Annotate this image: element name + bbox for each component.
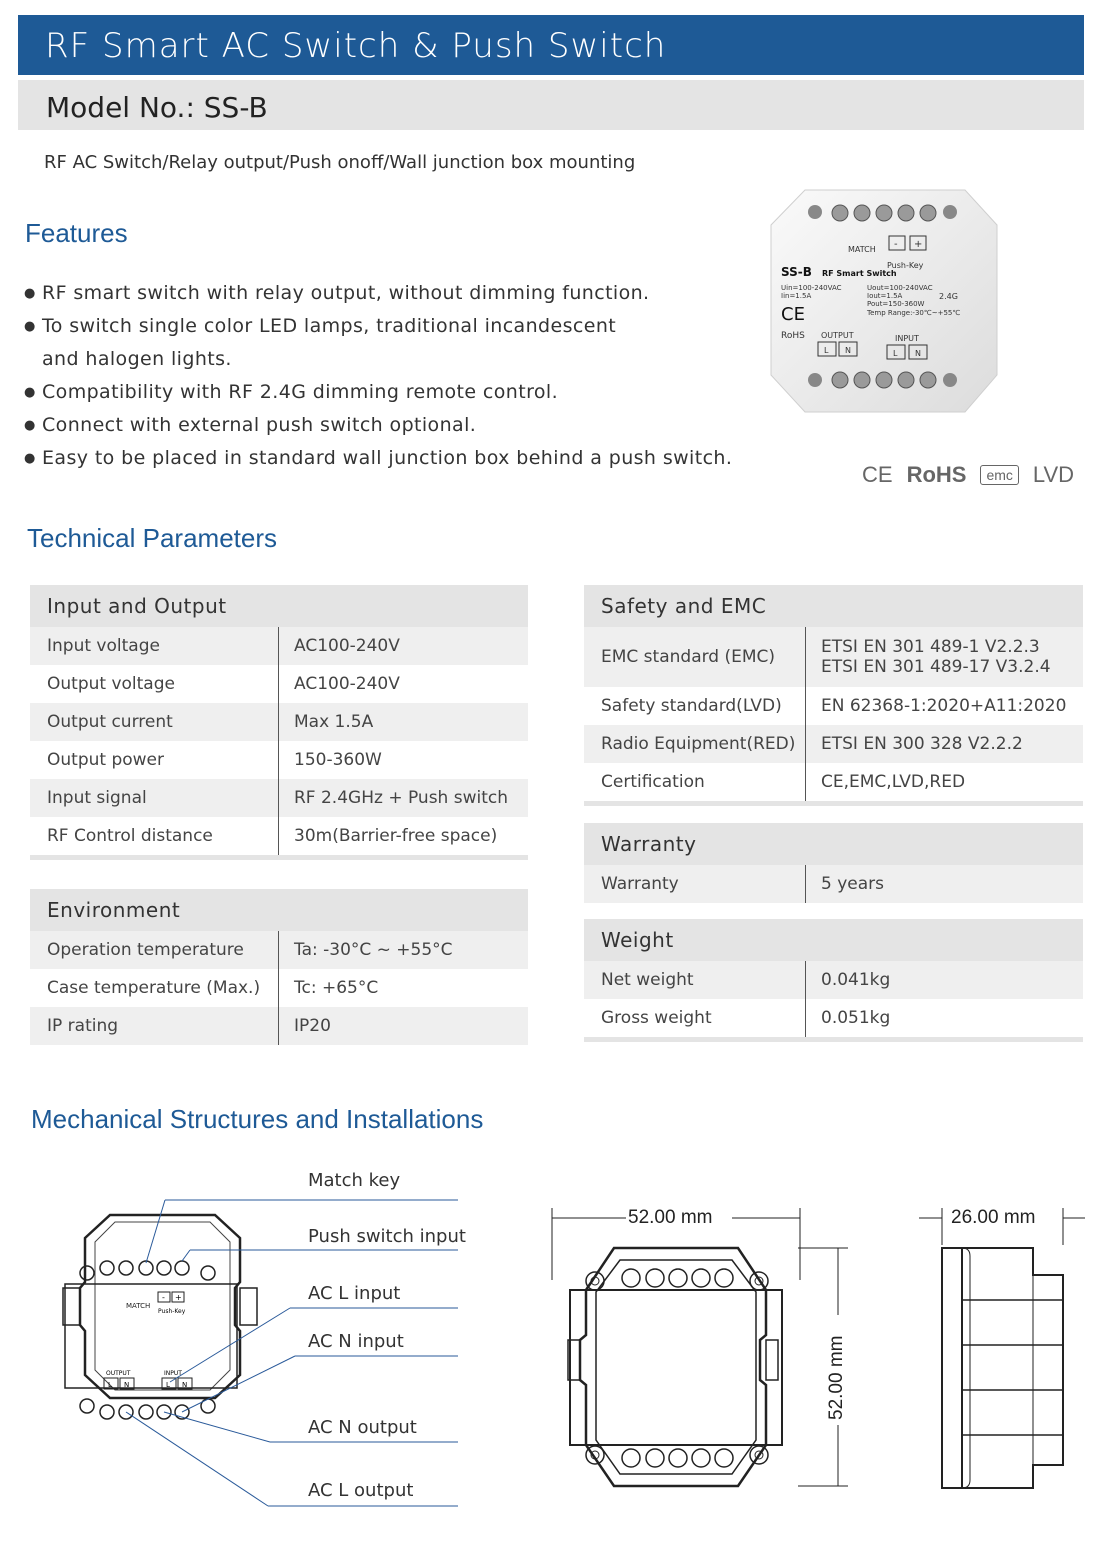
svg-text:Uin=100-240VAC: Uin=100-240VAC <box>781 284 842 292</box>
svg-text:Push-Key: Push-Key <box>158 1308 186 1315</box>
table-row: Operation temperature Ta: -30°C ~ +55°C <box>30 931 528 969</box>
table-row: Net weight 0.041kg <box>584 961 1083 999</box>
svg-text:Iin=1.5A: Iin=1.5A <box>781 292 812 300</box>
table-row: Gross weight 0.051kg <box>584 999 1083 1037</box>
table-row: Input voltage AC100-240V <box>30 627 528 665</box>
svg-text:INPUT: INPUT <box>895 334 919 343</box>
feature-item: ● Connect with external push switch optional. <box>24 409 732 442</box>
svg-text:+: + <box>175 1293 182 1302</box>
svg-text:+: + <box>914 239 923 250</box>
table-row: Certification CE,EMC,LVD,RED <box>584 763 1083 801</box>
svg-text:L: L <box>893 349 898 358</box>
ce-mark: CE <box>781 304 805 325</box>
table-row: Case temperature (Max.) Tc: +65°C <box>30 969 528 1007</box>
label-ac-l-output: AC L output <box>308 1480 414 1501</box>
label-push-switch-input: Push switch input <box>308 1226 466 1247</box>
svg-text:N: N <box>124 1381 130 1389</box>
input-output-table <box>30 585 528 860</box>
svg-text:-: - <box>894 239 898 250</box>
svg-text:N: N <box>182 1381 188 1389</box>
svg-text:Iout=1.5A: Iout=1.5A <box>867 292 903 300</box>
svg-text:-: - <box>162 1293 165 1302</box>
page-title: RF Smart AC Switch & Push Switch <box>18 15 1084 75</box>
table-row: Output voltage AC100-240V <box>30 665 528 703</box>
feature-item: ● RF smart switch with relay output, without dimming function. <box>24 277 732 310</box>
svg-text:N: N <box>915 349 921 358</box>
weight-table <box>584 919 1083 1042</box>
front-dimension-drawing <box>548 1200 858 1520</box>
svg-text:N: N <box>845 346 851 355</box>
feature-item-continued: and halogen lights. <box>42 348 232 370</box>
table-header: Weight <box>584 919 1083 961</box>
feature-item: ● To switch single color LED lamps, traditional incandescent <box>24 310 732 343</box>
svg-text:2.4G: 2.4G <box>939 292 958 301</box>
match-label: MATCH <box>848 245 876 254</box>
certification-logos <box>862 462 1074 488</box>
svg-text:Push-Key: Push-Key <box>887 261 924 270</box>
svg-text:L: L <box>166 1381 170 1389</box>
svg-text:OUTPUT: OUTPUT <box>106 1370 131 1377</box>
table-header: Warranty <box>584 823 1083 865</box>
height-dimension: 52.00 mm <box>826 1335 847 1420</box>
svg-text:INPUT: INPUT <box>164 1370 182 1377</box>
warranty-table <box>584 823 1083 903</box>
lvd-logo: LVD <box>1032 462 1075 487</box>
svg-text:MATCH: MATCH <box>126 1302 151 1310</box>
svg-text:OUTPUT: OUTPUT <box>821 331 854 340</box>
side-dimension-drawing <box>915 1200 1090 1520</box>
ce-logo: CE <box>862 462 893 487</box>
depth-dimension: 26.00 mm <box>951 1207 1036 1228</box>
safety-emc-table <box>584 585 1083 806</box>
feature-item: ● Compatibility with RF 2.4G dimming remote control. <box>24 376 732 409</box>
rohs-logo: RoHS <box>906 462 967 487</box>
product-subtitle: RF AC Switch/Relay output/Push onoff/Wall junction box mounting <box>44 152 636 173</box>
mechanical-heading: Mechanical Structures and Installations <box>31 1104 484 1134</box>
svg-text:Temp Range:-30℃~+55℃: Temp Range:-30℃~+55℃ <box>867 309 961 317</box>
label-ac-n-input: AC N input <box>308 1331 404 1352</box>
label-ac-n-output: AC N output <box>308 1417 417 1438</box>
model-number: Model No.: SS-B <box>18 80 1084 130</box>
svg-text:Uout=100-240VAC: Uout=100-240VAC <box>867 284 933 292</box>
product-image <box>765 180 1005 420</box>
technical-heading: Technical Parameters <box>27 523 277 553</box>
label-ac-l-input: AC L input <box>308 1283 401 1304</box>
environment-table <box>30 889 528 1045</box>
features-heading: Features <box>25 218 128 248</box>
width-dimension: 52.00 mm <box>628 1207 713 1228</box>
svg-text:L: L <box>108 1381 112 1389</box>
svg-text:Pout=150-360W: Pout=150-360W <box>867 300 925 308</box>
label-match-key: Match key <box>308 1170 401 1191</box>
table-row: IP rating IP20 <box>30 1007 528 1045</box>
table-row: Radio Equipment(RED) ETSI EN 300 328 V2.2.2 <box>584 725 1083 763</box>
svg-text:RoHS: RoHS <box>781 331 805 341</box>
table-row: Output power 150-360W <box>30 741 528 779</box>
table-row: Safety standard(LVD) EN 62368-1:2020+A11:2020 <box>584 687 1083 725</box>
table-header: Safety and EMC <box>584 585 1083 627</box>
table-header: Environment <box>30 889 528 931</box>
svg-text:RF Smart Switch: RF Smart Switch <box>822 269 897 278</box>
table-row: Input signal RF 2.4GHz + Push switch <box>30 779 528 817</box>
table-header: Input and Output <box>30 585 528 627</box>
svg-text:L: L <box>824 346 829 355</box>
table-row: Output current Max 1.5A <box>30 703 528 741</box>
label-model: SS-B <box>781 265 812 279</box>
features-list <box>24 277 732 475</box>
table-row: RF Control distance 30m(Barrier-free space) <box>30 817 528 855</box>
feature-item: ● Easy to be placed in standard wall junction box behind a push switch. <box>24 442 732 475</box>
table-row: Warranty 5 years <box>584 865 1083 903</box>
table-row: EMC standard (EMC) ETSI EN 301 489-1 V2.2.3 ETSI EN 301 489-17 V3.2.4 <box>584 627 1083 687</box>
emc-logo: emc <box>980 465 1018 485</box>
